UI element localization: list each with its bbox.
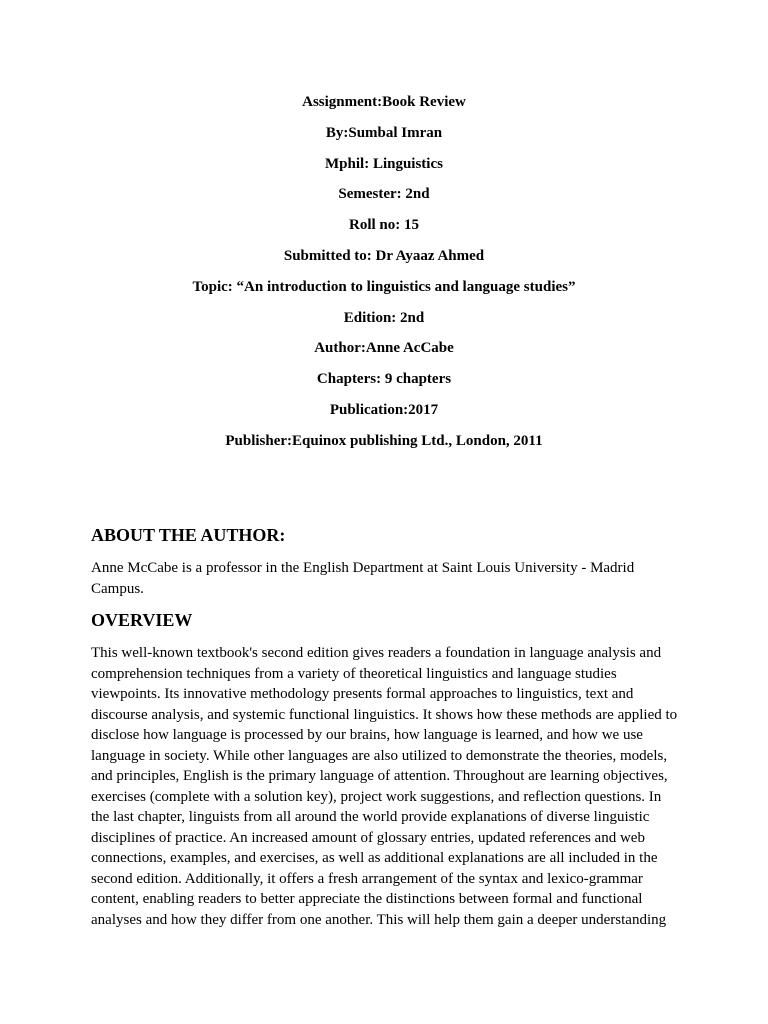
program-line: Mphil: Linguistics (325, 155, 443, 172)
assignment-line: Assignment:Book Review (302, 94, 466, 110)
topic-line: Topic: “An introduction to linguistics and language studies” (192, 278, 576, 295)
about-author-heading: ABOUT THE AUTHOR: (91, 525, 286, 545)
overview-heading: OVERVIEW (91, 610, 193, 630)
about-author-paragraph: Anne McCabe is a professor in the English Department at Saint Louis University - Madrid Campus. (91, 560, 635, 597)
book-author-line: Author:Anne AcCabe (314, 340, 454, 357)
overview-paragraph: This well-known textbook's second edition gives readers a foundation in language analysis and comprehension techniques from a variety of theoretical linguistics and language studies viewpoints. Its innovative methodology presents formal approaches to linguistics, text and discourse analysis, and systemic functional linguistics. It shows how these methods are applied to disclose how language is processed by our brains, how language is learned, and how we use language in society. While other languages are also utilized to demonstrate the theories, models, and principles, English is the primary language of attention. Throughout are learning objectives, exercises (complete with a solution key), project work suggestions, and reflection questions. In the last chapter, linguists from all around the world provide explanations of diverse linguistic disciplines of practice. An increased amount of glossary entries, updated references and web connections, examples, and exercises, as well as additional explanations are all included in the second edition. Additionally, it offers a fresh arrangement of the syntax and lexico-grammar content, enabling readers to better appreciate the distinctions between formal and functional analyses and how they differ from one another. This will help them gain a deeper understanding (91, 645, 678, 928)
chapters-line: Chapters: 9 chapters (316, 371, 452, 388)
roll-no-line: Roll no: 15 (348, 217, 419, 234)
review-body (91, 524, 681, 940)
assignment-header (0, 92, 768, 462)
author-by-line: By:Sumbal Imran (325, 124, 443, 141)
publisher-line: Publisher:Equinox publishing Ltd., London, 2011 (225, 432, 543, 449)
submitted-to-line: Submitted to: Dr Ayaaz Ahmed (283, 247, 485, 264)
publication-line: Publication:2017 (329, 401, 439, 418)
semester-line: Semester: 2nd (338, 186, 430, 203)
edition-line: Edition: 2nd (343, 309, 425, 326)
